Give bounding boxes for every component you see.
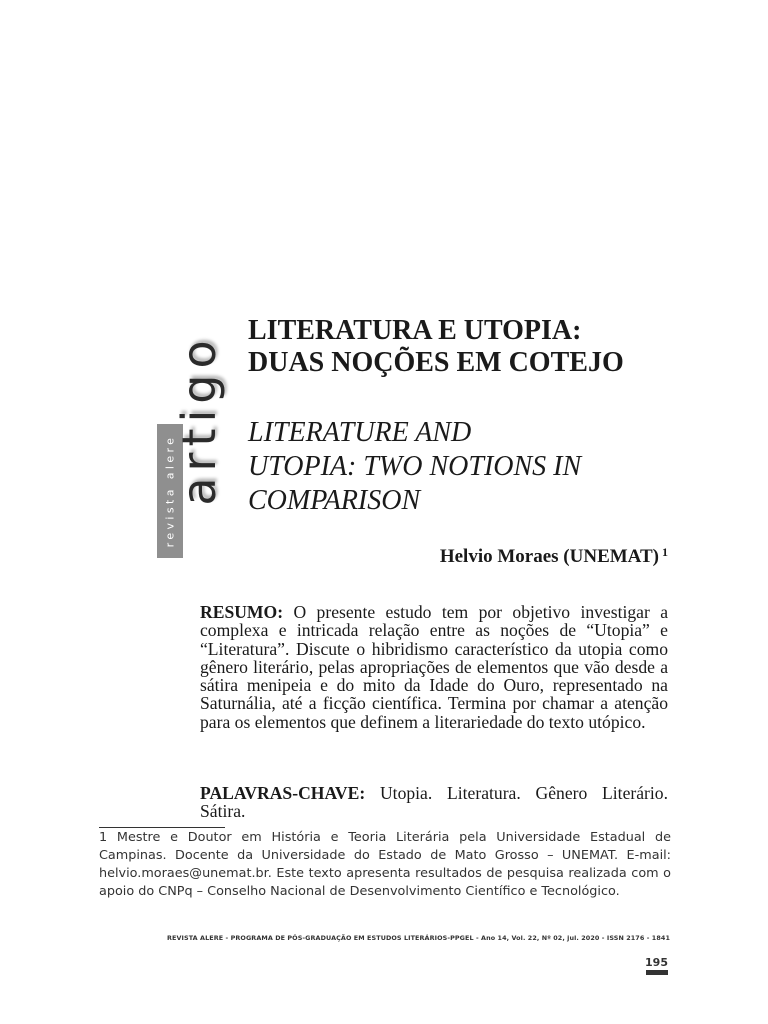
footnote: 1 Mestre e Doutor em História e Teoria Literária pela Universidade Estadual de Campinas. Docente da Universidade do Estado de Mato Grosso – UNEMAT. E-mail: helvio.moraes@unemat.br. Este texto apresenta resultados de pesquisa realizada com o apoio do CNPq – Conselho Nacional de Desenvolvimento Científico e Tecnológico. xyxy=(99,830,671,899)
title-en-line: UTOPIA: TWO NOTIONS IN xyxy=(248,451,582,482)
side-label-section: artigo xyxy=(172,334,226,506)
abstract-label: RESUMO: xyxy=(200,602,284,622)
abstract xyxy=(200,603,668,731)
keywords-label: PALAVRAS-CHAVE: xyxy=(200,783,366,803)
author-line xyxy=(440,545,668,568)
side-label-journal: revista alere xyxy=(163,434,177,548)
abstract-text: O presente estudo tem por objetivo investigar a complexa e intricada relação entre as noções de “Utopia” e “Literatura”. Discute o hibridismo característico da utopia como gênero literário, pelas apropriações de elementos que vão desde a sátira menipeia e do mito da Idade do Ouro, representado na Saturnália, até a ficção científica. Termina por chamar a atenção para os elementos que definem a literariedade do texto utópico. xyxy=(200,602,668,732)
title-pt-line: LITERATURA E UTOPIA: xyxy=(248,315,582,346)
page-number-bar xyxy=(646,970,668,975)
title-en-line: LITERATURE AND xyxy=(248,417,472,448)
article-title-pt xyxy=(248,315,718,379)
author-name: Helvio Moraes (UNEMAT) xyxy=(439,546,659,567)
article-title-en xyxy=(248,416,718,518)
keywords-text: Utopia. Literatura. Gênero Literário. Sátira. xyxy=(200,783,668,822)
footnote-divider xyxy=(99,827,225,828)
footnote-marker: 1 xyxy=(662,545,668,559)
title-en-line: COMPARISON xyxy=(248,485,421,516)
keywords xyxy=(200,784,668,821)
journal-running-footer: REVISTA ALERE - PROGRAMA DE PÓS-GRADUAÇÃO EM ESTUDOS LITERÁRIOS-PPGEL - Ano 14, Vol. 22, Nº 02, jul. 2020 - ISSN 2176 - 1841 xyxy=(167,934,670,942)
title-pt-line: DUAS NOÇÕES EM COTEJO xyxy=(248,347,624,378)
page-number: 195 xyxy=(645,956,668,969)
